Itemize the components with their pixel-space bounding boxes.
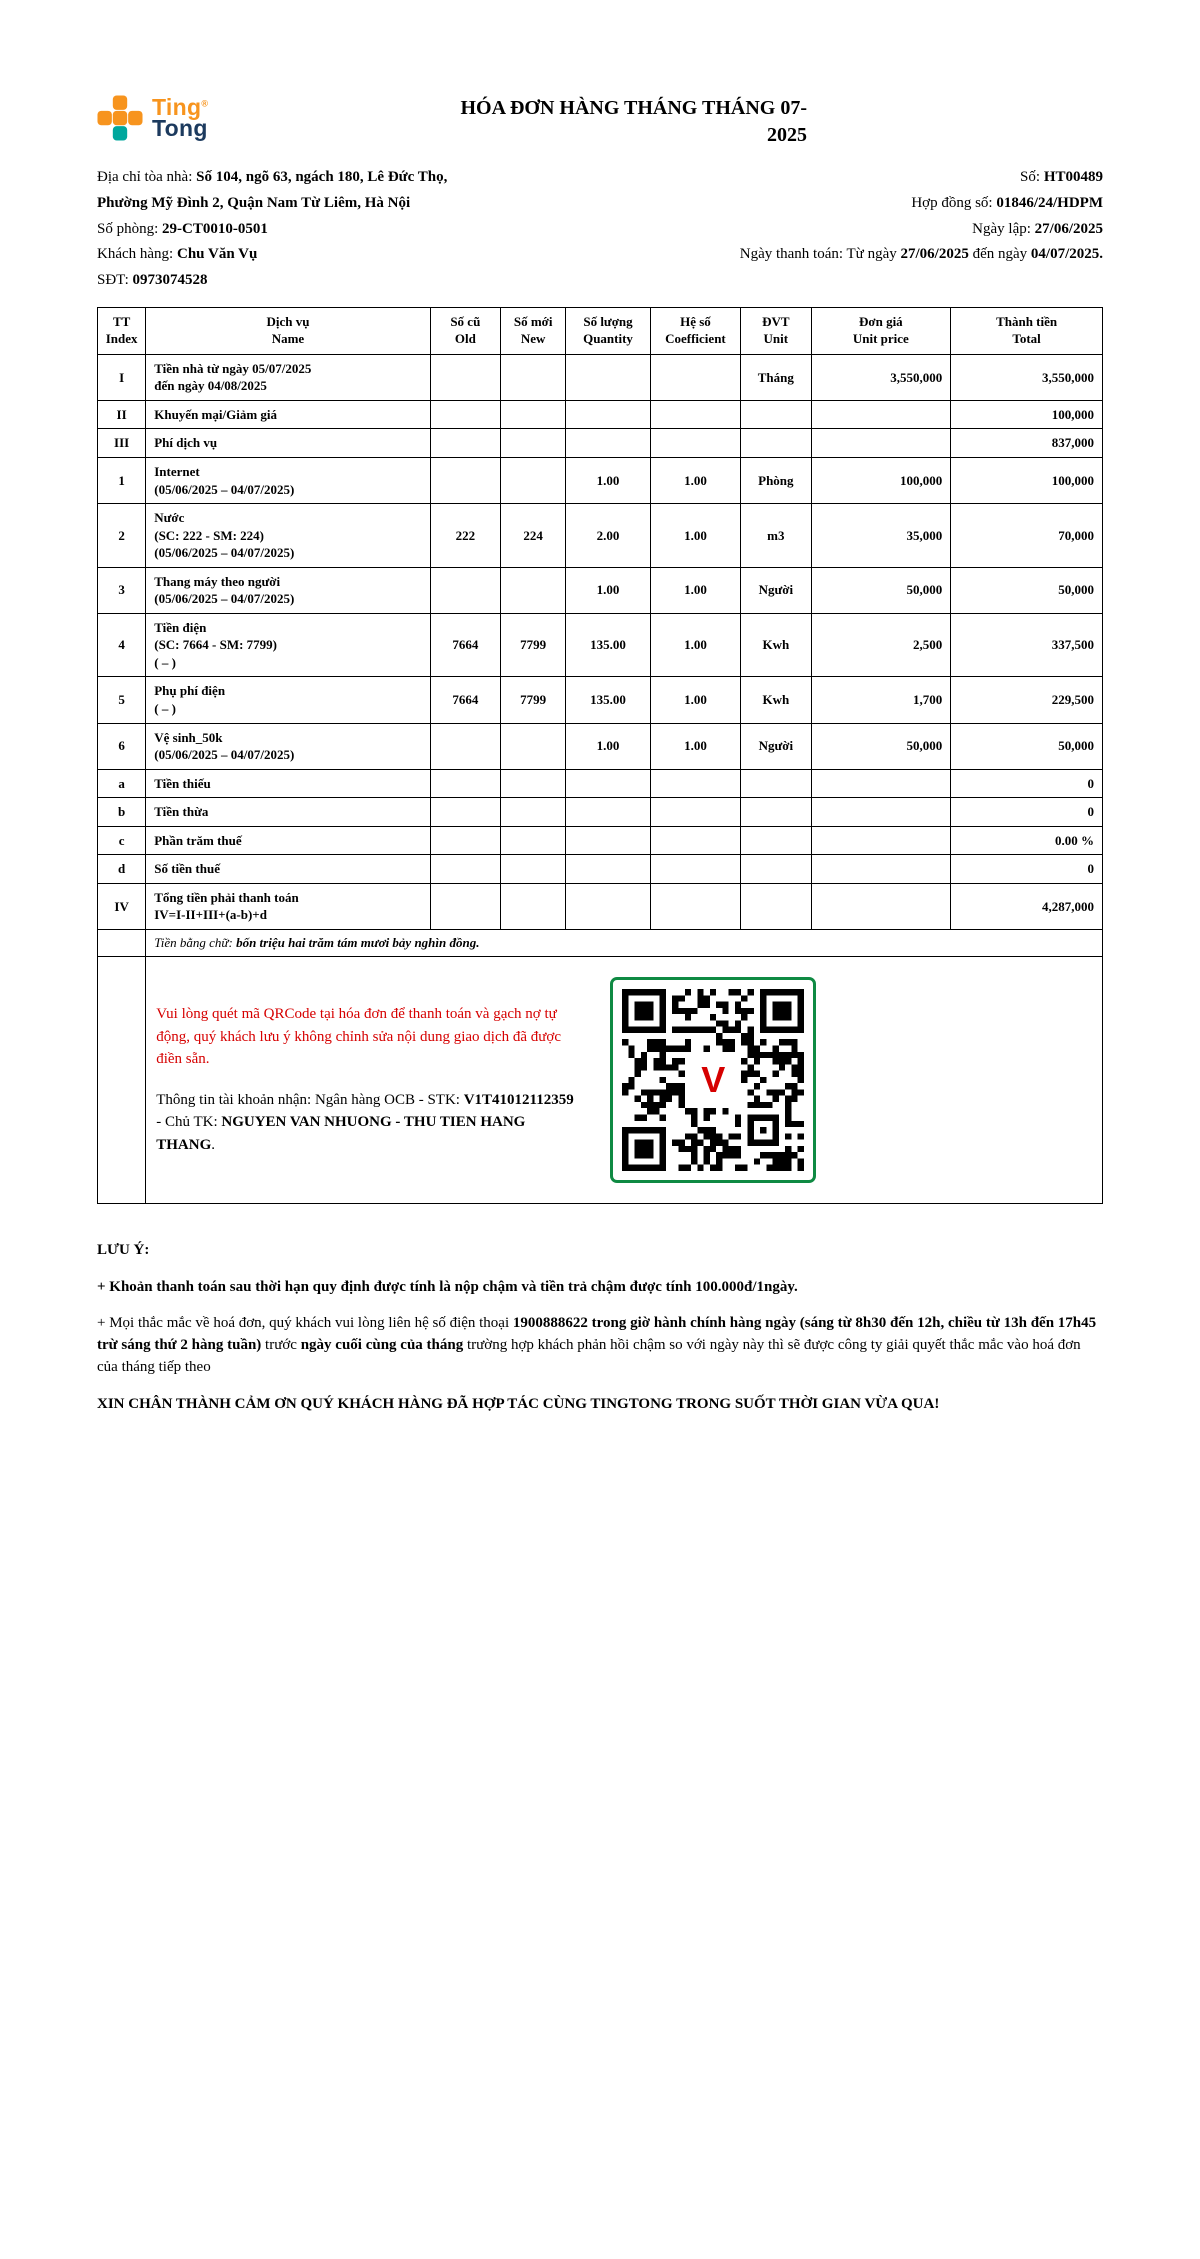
table-row: [98, 826, 1103, 855]
cell-index: d: [98, 855, 146, 884]
qr-center-logo: [690, 1057, 736, 1103]
cell-old: [430, 883, 500, 929]
qr-code: [610, 977, 816, 1183]
text-segment: Khách hàng:: [97, 246, 177, 263]
text-segment: 29-CT0010-0501: [162, 220, 268, 237]
service-name-line: Phụ phí điện: [154, 683, 226, 699]
cell-unit: Người: [741, 723, 811, 769]
text-segment: + Mọi thắc mắc về hoá đơn, quý khách vui lòng liên hệ số điện thoại: [97, 1315, 513, 1332]
text-segment: bốn triệu hai trăm tám mươi bảy nghìn đồng.: [236, 934, 480, 950]
invoice-table-head: [98, 307, 1103, 354]
text-segment: Số phòng:: [97, 220, 163, 237]
cell-new: [501, 429, 566, 458]
cell-service-name: [146, 567, 430, 613]
cell-index: I: [98, 354, 146, 400]
cell-unit: [741, 429, 811, 458]
text-segment: HT00489: [1043, 169, 1103, 185]
text-segment: trước: [261, 1337, 301, 1354]
bank-account-info: [156, 1089, 578, 1157]
cell-new: [501, 826, 566, 855]
table-row: [98, 613, 1103, 677]
amount-in-words: [146, 929, 1103, 956]
cell-new: [501, 798, 566, 827]
table-row: [98, 855, 1103, 884]
logo-wordmark: [152, 93, 209, 141]
text-segment: SĐT:: [97, 272, 133, 289]
service-name-line: Số tiền thuế: [154, 861, 220, 877]
cell-quantity: [566, 429, 650, 458]
cell-index: 5: [98, 677, 146, 723]
cell-unit-price: 50,000: [811, 723, 951, 769]
payment-block: [154, 977, 1094, 1183]
table-row: [98, 567, 1103, 613]
cell-unit-price: 50,000: [811, 567, 951, 613]
cell-coefficient: [650, 354, 740, 400]
cell-unit: [741, 855, 811, 884]
cell-old: [430, 354, 500, 400]
cell-total: 3,550,000: [951, 354, 1103, 400]
text-segment: đến ngày: [968, 246, 1031, 263]
registered-mark: ®: [201, 98, 209, 109]
cell-unit: Phòng: [741, 457, 811, 503]
cell-index: 1: [98, 457, 146, 503]
payment-instructions: [156, 1003, 578, 1156]
thank-you-note: [97, 1394, 1103, 1416]
service-name-line: (SC: 222 - SM: 224): [154, 527, 264, 543]
cell-old: 7664: [430, 613, 500, 677]
cell-unit-price: [811, 883, 951, 929]
invoice-title: HÓA ĐƠN HÀNG THÁNG THÁNG 07-2025: [460, 97, 807, 146]
text-segment: trường hợp khách phản hồi chậm so với ngày này thì sẽ được công ty giải quyết thắc mắc vào hoá đơn của tháng tiếp theo: [97, 1337, 1081, 1375]
cell-quantity: 135.00: [566, 613, 650, 677]
service-name-line: Internet: [154, 463, 200, 479]
cell-total: 70,000: [951, 504, 1103, 568]
late-payment-note: [97, 1277, 1103, 1299]
cell-unit-price: [811, 769, 951, 798]
cell-old: [430, 567, 500, 613]
tingtong-logo-icon: [97, 95, 143, 141]
service-name-line: Nước: [154, 510, 185, 526]
cell-quantity: [566, 826, 650, 855]
payment-cell: [146, 956, 1103, 1203]
cell-coefficient: 1.00: [650, 677, 740, 723]
table-row: [98, 457, 1103, 503]
cell-unit-price: 1,700: [811, 677, 951, 723]
col-header-old: Số cũ Old: [430, 307, 500, 354]
cell-coefficient: [650, 400, 740, 429]
text-segment: Thông tin tài khoản nhận: Ngân hàng OCB - STK:: [156, 1091, 464, 1108]
hotline-note: [97, 1313, 1103, 1378]
col-header-unit: ĐVT Unit: [741, 307, 811, 354]
cell-new: [501, 769, 566, 798]
cell-service-name: [146, 723, 430, 769]
invoice-table-foot: [98, 929, 1103, 1203]
text-segment: Tiền bằng chữ:: [154, 934, 237, 950]
cell-old: 7664: [430, 677, 500, 723]
logo-word-tong: Tong: [152, 115, 208, 141]
service-name-line: Tiền thừa: [154, 804, 209, 820]
cell-total: 0: [951, 798, 1103, 827]
empty-cell: [98, 929, 146, 956]
cell-unit-price: [811, 798, 951, 827]
invoice-table: [97, 307, 1103, 1204]
cell-coefficient: [650, 798, 740, 827]
cell-total: 100,000: [951, 400, 1103, 429]
info-right: [457, 165, 1103, 294]
cell-service-name: [146, 613, 430, 677]
service-name-line: ( – ): [154, 654, 176, 670]
table-header-row: [98, 307, 1103, 354]
cell-index: b: [98, 798, 146, 827]
col-header-total: Thành tiền Total: [951, 307, 1103, 354]
cell-quantity: 1.00: [566, 567, 650, 613]
cell-new: [501, 567, 566, 613]
text-segment: Chu Văn Vụ: [176, 246, 258, 263]
cell-total: 0.00 %: [951, 826, 1103, 855]
table-row: [98, 769, 1103, 798]
invoice-table-body: [98, 354, 1103, 929]
cell-total: 0: [951, 769, 1103, 798]
col-header-quantity: Số lượng Quantity: [566, 307, 650, 354]
text-segment: 04/07/2025.: [1030, 246, 1103, 263]
customer-phone: [97, 268, 457, 294]
text-segment: Hợp đồng số:: [911, 194, 997, 211]
cell-old: [430, 429, 500, 458]
cell-unit: Người: [741, 567, 811, 613]
cell-index: 4: [98, 613, 146, 677]
col-header-coefficient: Hệ số Coefficient: [650, 307, 740, 354]
info-section: [97, 165, 1103, 294]
service-name-line: (05/06/2025 – 04/07/2025): [154, 481, 295, 497]
header: [97, 95, 1103, 149]
cell-unit: Tháng: [741, 354, 811, 400]
table-row: [98, 883, 1103, 929]
empty-cell: [98, 956, 146, 1203]
cell-coefficient: [650, 826, 740, 855]
cell-quantity: [566, 798, 650, 827]
cell-total: 100,000: [951, 457, 1103, 503]
cell-index: a: [98, 769, 146, 798]
cell-new: 7799: [501, 613, 566, 677]
customer-name: [97, 242, 457, 268]
cell-service-name: [146, 798, 430, 827]
cell-service-name: [146, 855, 430, 884]
cell-service-name: [146, 826, 430, 855]
cell-index: 3: [98, 567, 146, 613]
cell-coefficient: 1.00: [650, 504, 740, 568]
cell-old: [430, 826, 500, 855]
cell-unit: [741, 798, 811, 827]
text-segment: 1900888622 trong giờ hành chính hàng ngày (sáng từ 8h30 đến 12h, chiều từ 13h đến 17h45 trừ sáng thứ 2 hàng tuần): [97, 1315, 1097, 1354]
cell-quantity: [566, 855, 650, 884]
table-row: [98, 354, 1103, 400]
cell-quantity: 135.00: [566, 677, 650, 723]
cell-unit: [741, 769, 811, 798]
text-segment: + Khoản thanh toán sau thời hạn quy định được tính là nộp chậm và tiền trả chậm được tính 100.000đ/1ngày.: [97, 1278, 798, 1295]
text-segment: V1T41012112359: [463, 1091, 574, 1108]
cell-unit-price: 2,500: [811, 613, 951, 677]
service-name-line: Tổng tiền phải thanh toán: [154, 889, 299, 905]
col-header-index: TT Index: [98, 307, 146, 354]
text-segment: XIN CHÂN THÀNH CẢM ƠN QUÝ KHÁCH HÀNG ĐÃ HỢP TÁC CÙNG TINGTONG TRONG SUỐT THỜI GIAN VỪA QUA!: [97, 1395, 940, 1412]
cell-index: 6: [98, 723, 146, 769]
qr-payment-notice: [156, 1003, 578, 1071]
cell-coefficient: [650, 429, 740, 458]
table-row: [98, 429, 1103, 458]
cell-service-name: [146, 400, 430, 429]
cell-unit: [741, 826, 811, 855]
cell-unit-price: [811, 826, 951, 855]
cell-coefficient: 1.00: [650, 567, 740, 613]
cell-quantity: [566, 354, 650, 400]
cell-unit: [741, 883, 811, 929]
service-name-line: (05/06/2025 – 04/07/2025): [154, 591, 295, 607]
text-segment: - Chủ TK:: [156, 1114, 222, 1131]
text-segment: 27/06/2025: [1034, 220, 1103, 237]
cell-coefficient: 1.00: [650, 457, 740, 503]
cell-unit-price: 3,550,000: [811, 354, 951, 400]
issue-date: [457, 217, 1103, 243]
table-row: [98, 798, 1103, 827]
service-name-line: Tiền thiếu: [154, 775, 211, 791]
cell-service-name: [146, 354, 430, 400]
cell-quantity: [566, 400, 650, 429]
building-address: [97, 165, 457, 217]
service-name-line: Thang máy theo người: [154, 573, 281, 589]
cell-unit: [741, 400, 811, 429]
service-name-line: Phí dịch vụ: [154, 435, 218, 451]
cell-new: [501, 855, 566, 884]
cell-total: 337,500: [951, 613, 1103, 677]
col-header-service: Dịch vụ Name: [146, 307, 430, 354]
cell-old: 222: [430, 504, 500, 568]
cell-coefficient: 1.00: [650, 723, 740, 769]
cell-unit: m3: [741, 504, 811, 568]
cell-service-name: [146, 677, 430, 723]
cell-quantity: 1.00: [566, 457, 650, 503]
cell-quantity: 1.00: [566, 723, 650, 769]
cell-old: [430, 798, 500, 827]
cell-unit-price: 100,000: [811, 457, 951, 503]
cell-coefficient: [650, 769, 740, 798]
cell-unit-price: [811, 855, 951, 884]
cell-index: c: [98, 826, 146, 855]
cell-old: [430, 855, 500, 884]
cell-service-name: [146, 883, 430, 929]
table-row: [98, 723, 1103, 769]
text-segment: Vui lòng quét mã QRCode tại hóa đơn để thanh toán và gạch nợ tự động, quý khách lưu ý không chỉnh sửa nội dung giao dịch đã được điền sẵn.: [156, 1006, 561, 1068]
col-header-unit-price: Đơn giá Unit price: [811, 307, 951, 354]
cell-total: 50,000: [951, 723, 1103, 769]
service-name-line: ( – ): [154, 700, 176, 716]
info-left: [97, 165, 457, 294]
cell-index: II: [98, 400, 146, 429]
table-row: [98, 400, 1103, 429]
cell-new: [501, 723, 566, 769]
cell-unit: Kwh: [741, 613, 811, 677]
cell-quantity: [566, 883, 650, 929]
service-name-line: Tiền nhà từ ngày 05/07/2025: [154, 360, 312, 376]
col-header-new: Số mới New: [501, 307, 566, 354]
service-name-line: (SC: 7664 - SM: 7799): [154, 637, 277, 653]
service-name-line: (05/06/2025 – 04/07/2025): [154, 747, 295, 763]
cell-total: 4,287,000: [951, 883, 1103, 929]
text-segment: .: [211, 1136, 215, 1153]
service-name-line: đến ngày 04/08/2025: [154, 378, 267, 394]
cell-total: 837,000: [951, 429, 1103, 458]
cell-unit-price: 35,000: [811, 504, 951, 568]
cell-coefficient: [650, 855, 740, 884]
cell-index: IV: [98, 883, 146, 929]
service-name-line: Vệ sinh_50k: [154, 729, 223, 745]
text-segment: 27/06/2025: [900, 246, 969, 263]
cell-index: III: [98, 429, 146, 458]
footer-notes: [97, 1240, 1103, 1416]
cell-index: 2: [98, 504, 146, 568]
text-segment: 01846/24/HDPM: [996, 194, 1103, 211]
cell-unit-price: [811, 429, 951, 458]
tingtong-logo: [97, 95, 208, 141]
cell-unit-price: [811, 400, 951, 429]
service-name-line: Phần trăm thuế: [154, 832, 242, 848]
cell-old: [430, 723, 500, 769]
cell-old: [430, 400, 500, 429]
v-logo-icon: V: [701, 1058, 726, 1100]
notes-heading: LƯU Ý:: [97, 1241, 150, 1258]
service-name-line: (05/06/2025 – 04/07/2025): [154, 545, 295, 561]
cell-new: [501, 354, 566, 400]
cell-service-name: [146, 457, 430, 503]
text-segment: Ngày thanh toán: Từ ngày: [739, 246, 901, 263]
text-segment: 0973074528: [132, 272, 208, 289]
service-name-line: Tiền điện: [154, 619, 207, 635]
text-segment: Số 104, ngõ 63, ngách 180, Lê Đức Thọ, Phường Mỹ Đình 2, Quận Nam Từ Liêm, Hà Nội: [97, 169, 448, 211]
logo-ting-text: Ting: [152, 93, 202, 120]
payment-qr-row: [98, 956, 1103, 1203]
cell-service-name: [146, 769, 430, 798]
service-name-line: Khuyến mại/Giảm giá: [154, 406, 278, 422]
cell-coefficient: [650, 883, 740, 929]
service-name-line: IV=I-II+III+(a-b)+d: [154, 907, 267, 923]
text-segment: Địa chỉ tòa nhà:: [97, 169, 197, 185]
room-number: [97, 217, 457, 243]
cell-new: [501, 883, 566, 929]
cell-old: [430, 769, 500, 798]
payment-period: [457, 242, 1103, 268]
cell-new: 7799: [501, 677, 566, 723]
cell-new: 224: [501, 504, 566, 568]
amount-in-words-row: [98, 929, 1103, 956]
cell-total: 0: [951, 855, 1103, 884]
table-row: [98, 504, 1103, 568]
table-row: [98, 677, 1103, 723]
cell-unit: Kwh: [741, 677, 811, 723]
cell-total: 50,000: [951, 567, 1103, 613]
text-segment: Số:: [1020, 169, 1044, 185]
text-segment: Ngày lập:: [972, 220, 1035, 237]
cell-total: 229,500: [951, 677, 1103, 723]
text-segment: NGUYEN VAN NHUONG - THU TIEN HANG THANG: [156, 1114, 526, 1153]
text-segment: ngày cuối cùng của tháng: [300, 1337, 464, 1354]
cell-coefficient: 1.00: [650, 613, 740, 677]
cell-new: [501, 457, 566, 503]
cell-old: [430, 457, 500, 503]
cell-quantity: 2.00: [566, 504, 650, 568]
cell-new: [501, 400, 566, 429]
cell-service-name: [146, 504, 430, 568]
cell-quantity: [566, 769, 650, 798]
contract-number: [457, 191, 1103, 217]
invoice-number: [457, 165, 1103, 191]
cell-service-name: [146, 429, 430, 458]
